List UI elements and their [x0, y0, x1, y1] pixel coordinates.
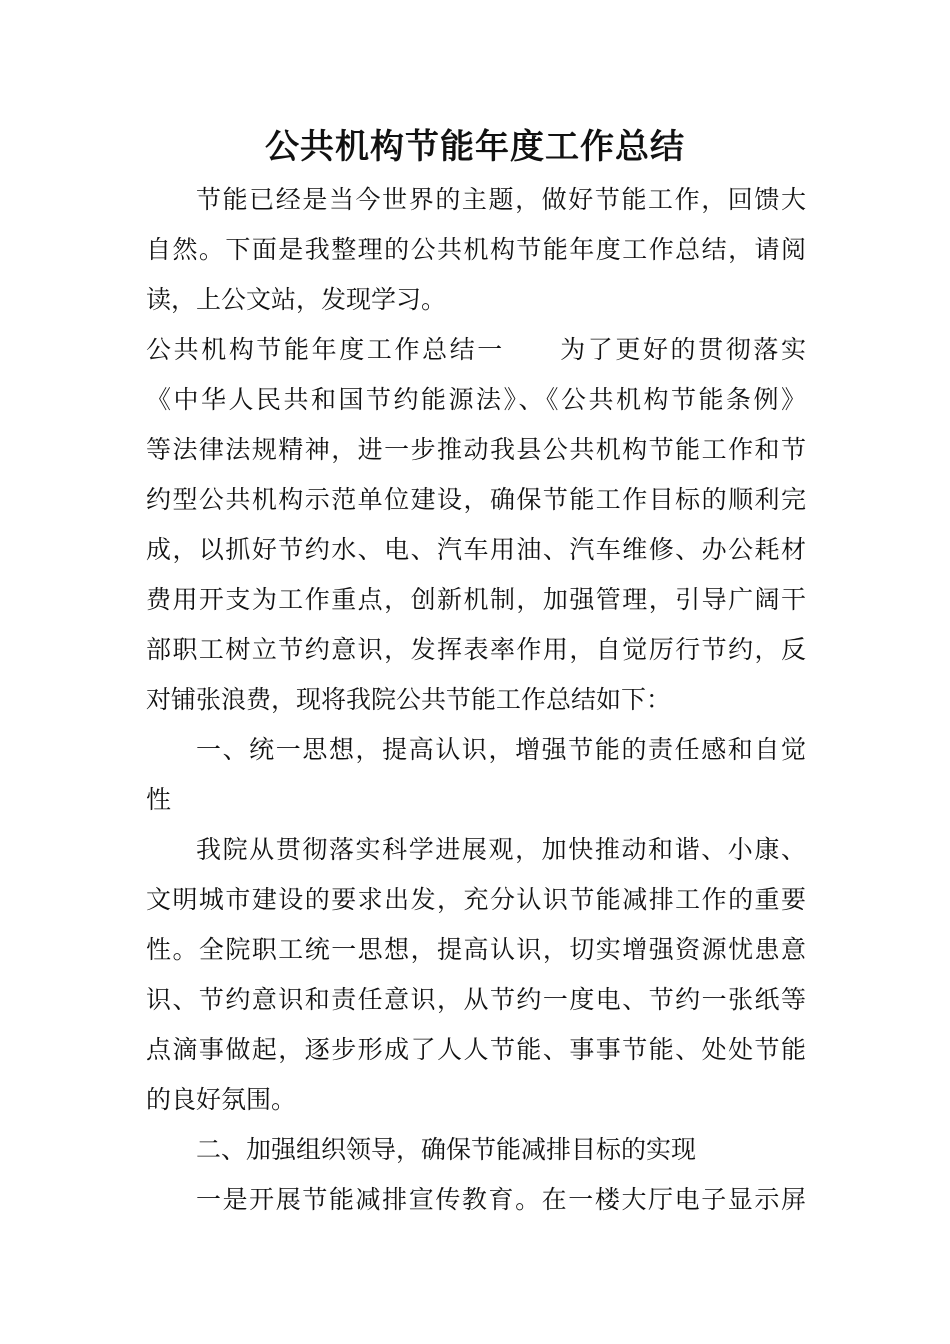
- paragraph-line: 的良好氛围。: [146, 1085, 297, 1114]
- paragraph-line: 一是开展节能减排宣传教育。在一楼大厅电子显示屏: [196, 1185, 806, 1214]
- document-title: 公共机构节能年度工作总结: [265, 127, 685, 167]
- section-heading-line: 一、统一思想，提高认识，增强节能的责任感和自觉: [196, 735, 806, 764]
- paragraph-line: 约型公共机构示范单位建设，确保节能工作目标的顺利完: [146, 485, 806, 514]
- paragraph-line: 我院从贯彻落实科学进展观，加快推动和谐、小康、: [196, 835, 806, 864]
- paragraph-line: 《中华人民共和国节约能源法》、《公共机构节能条例》: [146, 385, 806, 414]
- paragraph-line: 成，以抓好节约水、电、汽车用油、汽车维修、办公耗材: [146, 535, 806, 564]
- paragraph-line: 费用开支为工作重点，创新机制，加强管理，引导广阔干: [146, 585, 806, 614]
- section-heading-line: 二、加强组织领导，确保节能减排目标的实现: [196, 1135, 697, 1164]
- paragraph-line: 自然。下面是我整理的公共机构节能年度工作总结，请阅: [146, 235, 806, 264]
- paragraph-line: 文明城市建设的要求出发，充分认识节能减排工作的重要: [146, 885, 806, 914]
- paragraph-line: 节能已经是当今世界的主题，做好节能工作，回馈大: [196, 185, 806, 214]
- paragraph-line: 点滴事做起，逐步形成了人人节能、事事节能、处处节能: [146, 1035, 806, 1064]
- paragraph-line: 识、节约意识和责任意识，从节约一度电、节约一张纸等: [146, 985, 806, 1014]
- paragraph-line: 部职工树立节约意识，发挥表率作用，自觉厉行节约，反: [146, 635, 806, 664]
- paragraph-line: 读，上公文站，发现学习。: [146, 285, 447, 314]
- paragraph-line: 性。全院职工统一思想，提高认识，切实增强资源忧患意: [146, 935, 806, 964]
- paragraph-line: 公共机构节能年度工作总结一 为了更好的贯彻落实: [146, 335, 806, 364]
- section-heading-line: 性: [146, 785, 172, 814]
- paragraph-line: 对铺张浪费，现将我院公共节能工作总结如下：: [146, 685, 672, 714]
- paragraph-line: 等法律法规精神，进一步推动我县公共机构节能工作和节: [146, 435, 806, 464]
